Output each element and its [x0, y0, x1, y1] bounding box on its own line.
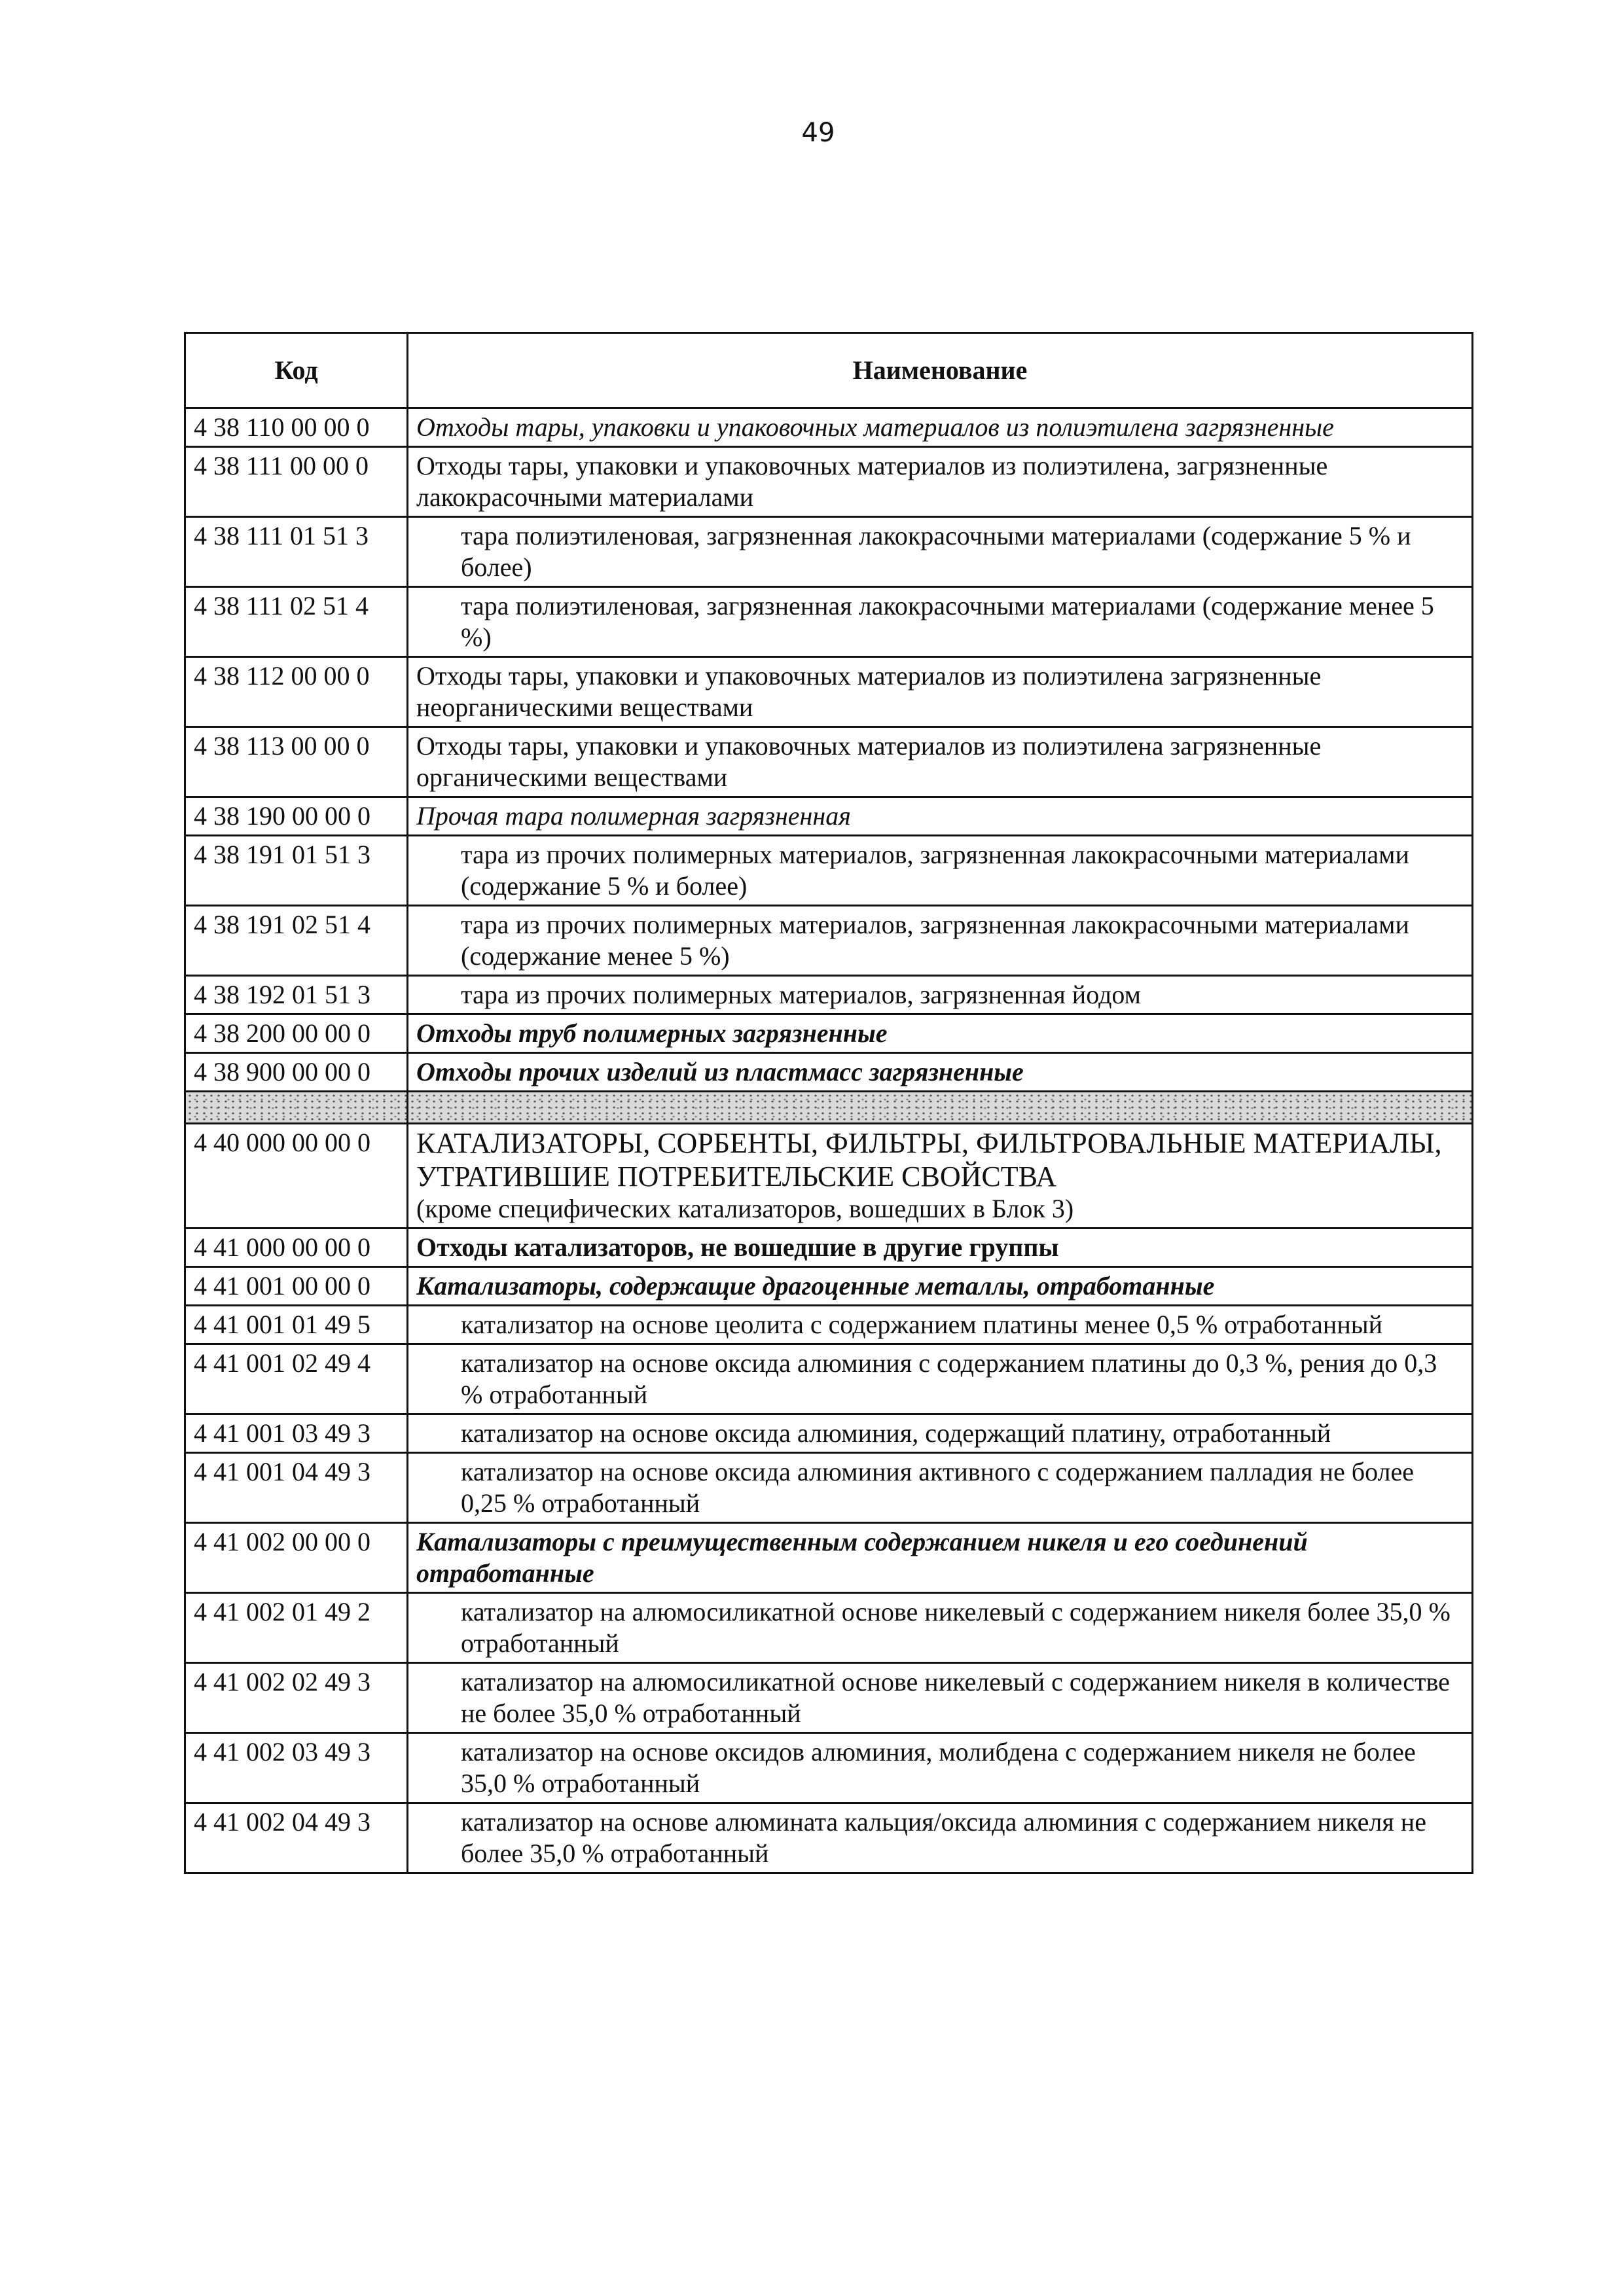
row-name: Отходы тары, упаковки и упаковочных материалов из полиэтилена загрязненные неорганическими веществами [408, 657, 1473, 727]
table-row [185, 727, 1473, 797]
row-name: Катализаторы, содержащие драгоценные металлы, отработанные [408, 1267, 1473, 1306]
row-name: тара из прочих полимерных материалов, загрязненная лакокрасочными материалами (содержание менее 5 %) [408, 906, 1473, 976]
table-row [185, 587, 1473, 657]
table-row [185, 976, 1473, 1014]
row-name-caps: КАТАЛИЗАТОРЫ, СОРБЕНТЫ, ФИЛЬТРЫ, ФИЛЬТРОВАЛЬНЫЕ МАТЕРИАЛЫ, УТРАТИВШИЕ ПОТРЕБИТЕЛЬСКИЕ СВОЙСТВА [416, 1127, 1442, 1193]
header-code: Код [185, 333, 408, 408]
table-row [185, 1306, 1473, 1344]
table-row [185, 657, 1473, 727]
row-name: тара полиэтиленовая, загрязненная лакокрасочными материалами (содержание 5 % и более) [408, 517, 1473, 587]
table-row [185, 1593, 1473, 1663]
row-code: 4 41 002 00 00 0 [185, 1523, 408, 1593]
scan-noise-cell [185, 1092, 408, 1124]
row-name: катализатор на основе алюмината кальция/оксида алюминия с содержанием никеля не более 35,0 % отработанный [408, 1803, 1473, 1873]
row-name: Отходы прочих изделий из пластмасс загрязненные [408, 1053, 1473, 1092]
row-code: 4 41 002 01 49 2 [185, 1593, 408, 1663]
row-code: 4 38 191 02 51 4 [185, 906, 408, 976]
table-row [185, 1124, 1473, 1229]
row-name [408, 1124, 1473, 1229]
row-name: катализатор на основе оксида алюминия с содержанием платины до 0,3 %, рения до 0,3 % отработанный [408, 1344, 1473, 1414]
table-row [185, 517, 1473, 587]
table-header-row [185, 333, 1473, 408]
row-code: 4 41 001 00 00 0 [185, 1267, 408, 1306]
row-name: Отходы тары, упаковки и упаковочных материалов из полиэтилена загрязненные [408, 408, 1473, 447]
row-code: 4 38 190 00 00 0 [185, 797, 408, 836]
row-code: 4 41 002 02 49 3 [185, 1663, 408, 1733]
row-name: катализатор на основе оксида алюминия, содержащий платину, отработанный [408, 1414, 1473, 1453]
table-row [185, 1229, 1473, 1267]
scan-noise-row [185, 1092, 1473, 1124]
row-code: 4 38 191 01 51 3 [185, 836, 408, 906]
table-row [185, 1344, 1473, 1414]
scan-noise-cell [408, 1092, 1473, 1124]
row-name: Отходы тары, упаковки и упаковочных материалов из полиэтилена загрязненные органическими веществами [408, 727, 1473, 797]
row-code: 4 38 111 02 51 4 [185, 587, 408, 657]
header-name: Наименование [408, 333, 1473, 408]
table-row [185, 1803, 1473, 1873]
row-code: 4 41 002 04 49 3 [185, 1803, 408, 1873]
table-row [185, 836, 1473, 906]
row-name: тара полиэтиленовая, загрязненная лакокрасочными материалами (содержание менее 5 %) [408, 587, 1473, 657]
row-name: Отходы катализаторов, не вошедшие в другие группы [408, 1229, 1473, 1267]
row-code: 4 41 002 03 49 3 [185, 1733, 408, 1803]
table-row [185, 408, 1473, 447]
row-code: 4 41 001 01 49 5 [185, 1306, 408, 1344]
table-row [185, 1267, 1473, 1306]
table-row [185, 1733, 1473, 1803]
row-code: 4 40 000 00 00 0 [185, 1124, 408, 1229]
row-name: Прочая тара полимерная загрязненная [408, 797, 1473, 836]
row-code: 4 38 110 00 00 0 [185, 408, 408, 447]
row-name: катализатор на основе цеолита с содержанием платины менее 0,5 % отработанный [408, 1306, 1473, 1344]
row-name: катализатор на алюмосиликатной основе никелевый с содержанием никеля более 35,0 % отработанный [408, 1593, 1473, 1663]
row-code: 4 41 001 02 49 4 [185, 1344, 408, 1414]
table-row [185, 1523, 1473, 1593]
row-code: 4 38 900 00 00 0 [185, 1053, 408, 1092]
row-code: 4 38 111 00 00 0 [185, 447, 408, 517]
row-code: 4 38 192 01 51 3 [185, 976, 408, 1014]
table-row [185, 1414, 1473, 1453]
row-name: катализатор на основе оксида алюминия активного с содержанием палладия не более 0,25 % отработанный [408, 1453, 1473, 1523]
table-row [185, 1014, 1473, 1053]
row-code: 4 38 112 00 00 0 [185, 657, 408, 727]
row-name: Отходы труб полимерных загрязненные [408, 1014, 1473, 1053]
row-code: 4 41 001 04 49 3 [185, 1453, 408, 1523]
table-row [185, 1053, 1473, 1092]
row-name: тара из прочих полимерных материалов, загрязненная лакокрасочными материалами (содержание 5 % и более) [408, 836, 1473, 906]
row-code: 4 41 001 03 49 3 [185, 1414, 408, 1453]
row-code: 4 38 111 01 51 3 [185, 517, 408, 587]
waste-code-table [184, 332, 1473, 1874]
table-row [185, 797, 1473, 836]
row-code: 4 38 200 00 00 0 [185, 1014, 408, 1053]
table-row [185, 1453, 1473, 1523]
row-code: 4 41 000 00 00 0 [185, 1229, 408, 1267]
row-name-note: (кроме специфических катализаторов, вошедших в Блок 3) [416, 1194, 1074, 1224]
table-row [185, 1663, 1473, 1733]
row-name: тара из прочих полимерных материалов, загрязненная йодом [408, 976, 1473, 1014]
table-row [185, 906, 1473, 976]
row-name: катализатор на алюмосиликатной основе никелевый с содержанием никеля в количестве не более 35,0 % отработанный [408, 1663, 1473, 1733]
page-number: 49 [801, 118, 835, 148]
row-code: 4 38 113 00 00 0 [185, 727, 408, 797]
row-name: Отходы тары, упаковки и упаковочных материалов из полиэтилена, загрязненные лакокрасочными материалами [408, 447, 1473, 517]
row-name: катализатор на основе оксидов алюминия, молибдена с содержанием никеля не более 35,0 % отработанный [408, 1733, 1473, 1803]
table-row [185, 447, 1473, 517]
row-name: Катализаторы с преимущественным содержанием никеля и его соединений отработанные [408, 1523, 1473, 1593]
